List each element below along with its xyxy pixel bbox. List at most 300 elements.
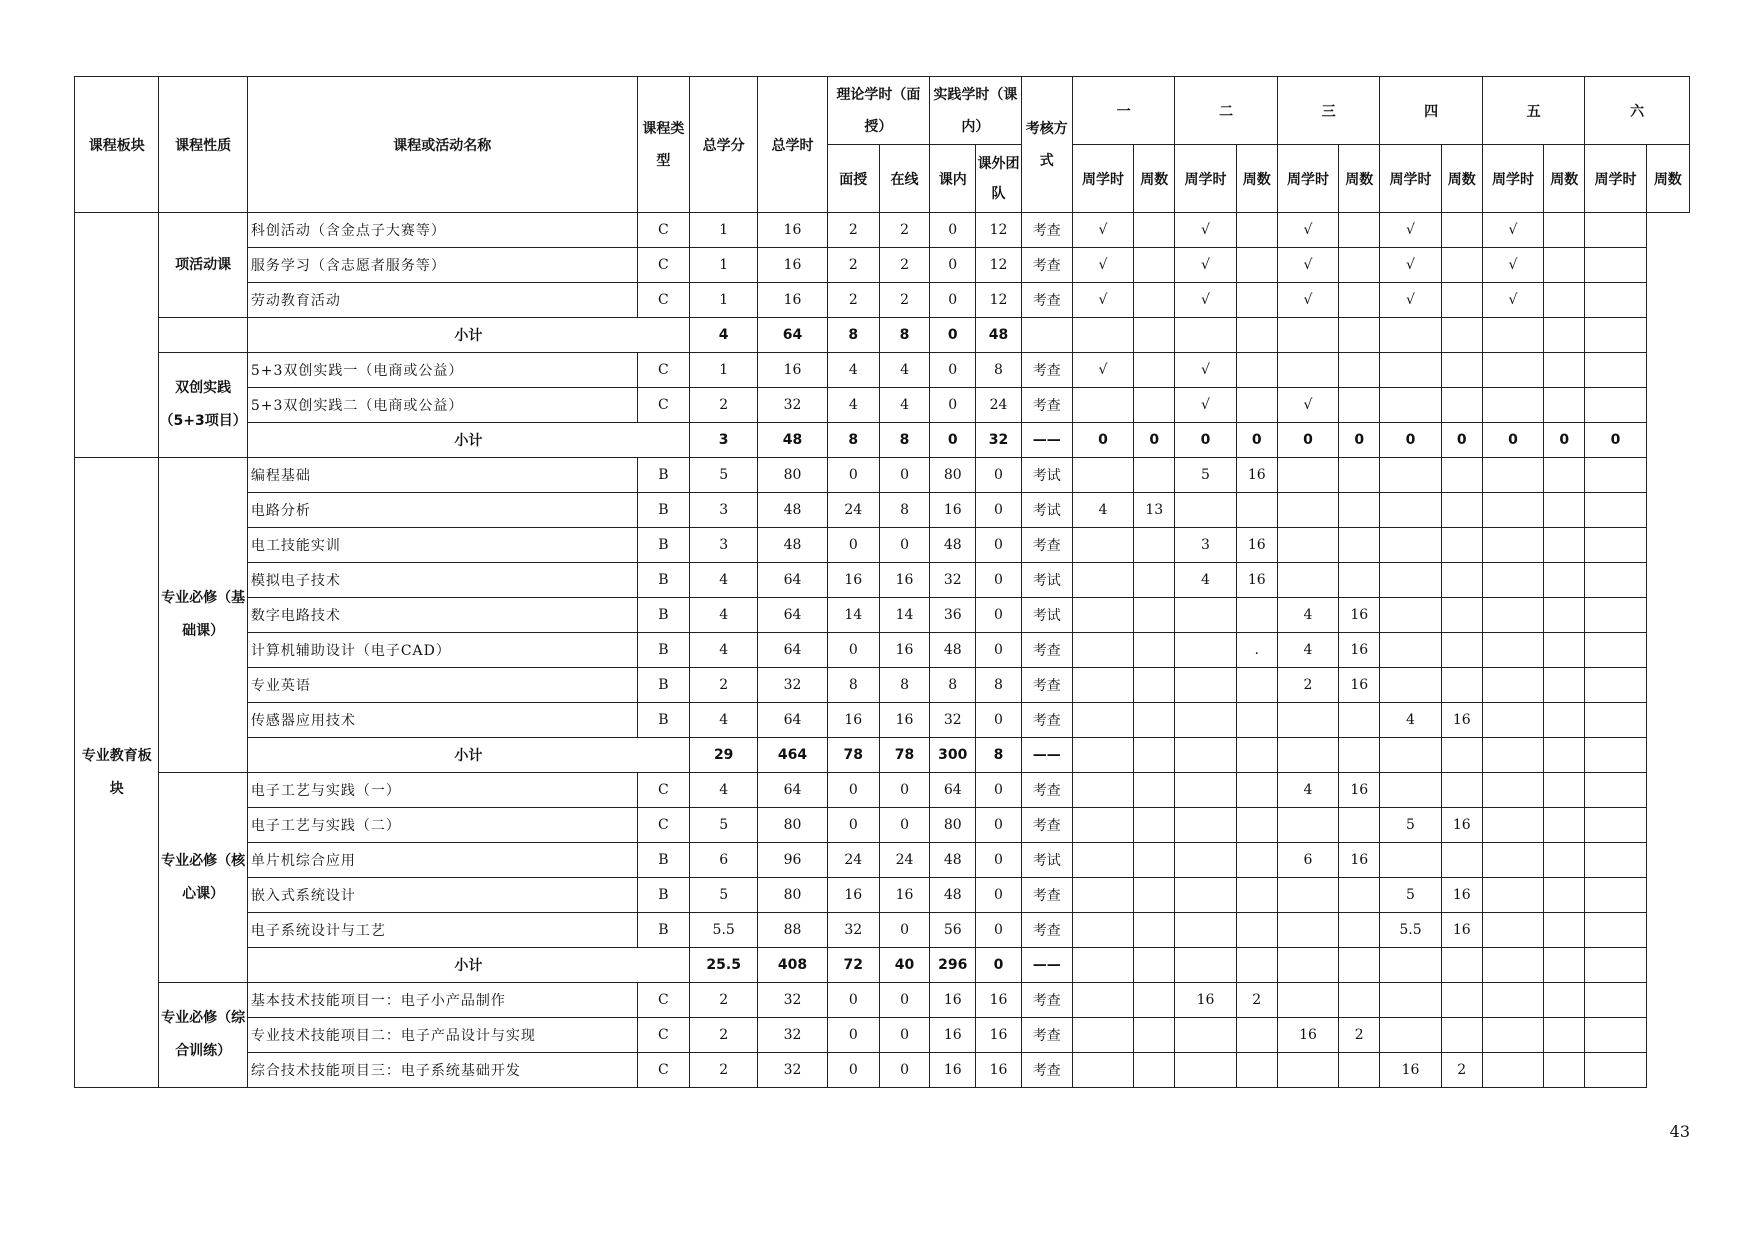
cell: 2	[690, 388, 758, 423]
cell	[1021, 318, 1072, 353]
cell	[1236, 738, 1277, 773]
cell	[1585, 703, 1646, 738]
cell: 0	[827, 633, 879, 668]
cell: 16	[879, 563, 929, 598]
header-weeks: 周数	[1544, 145, 1585, 213]
cell: 13	[1134, 493, 1175, 528]
cell	[1544, 528, 1585, 563]
cell	[1175, 808, 1236, 843]
cell	[1544, 948, 1585, 983]
cell: 5	[690, 458, 758, 493]
cell: 32	[758, 1018, 827, 1053]
cell: 24	[827, 843, 879, 878]
cell: 16	[879, 703, 929, 738]
course-name: 编程基础	[247, 458, 637, 493]
cell	[1072, 633, 1133, 668]
cell	[1277, 563, 1338, 598]
cell: 16	[1277, 1018, 1338, 1053]
cell: .	[1236, 633, 1277, 668]
cell	[1380, 528, 1441, 563]
cell	[1482, 948, 1543, 983]
cell: 2	[690, 983, 758, 1018]
cell: √	[1380, 213, 1441, 248]
table-row	[75, 388, 1690, 423]
cell	[1585, 388, 1646, 423]
cell: 考查	[1021, 808, 1072, 843]
cell: 4	[690, 773, 758, 808]
cell: 48	[930, 633, 976, 668]
cell: 0	[976, 493, 1021, 528]
semester-1: 一	[1072, 77, 1175, 145]
cell: 24	[879, 843, 929, 878]
cell	[1544, 878, 1585, 913]
cell	[1585, 213, 1646, 248]
cell	[1585, 668, 1646, 703]
cell: B	[637, 528, 689, 563]
cell	[1175, 668, 1236, 703]
cell: 0	[879, 1018, 929, 1053]
header-block: 课程板块	[75, 77, 159, 213]
cell: 4	[1277, 633, 1338, 668]
cell	[1072, 668, 1133, 703]
course-name: 劳动教育活动	[247, 283, 637, 318]
cell: 5	[1380, 808, 1441, 843]
cell: 4	[690, 703, 758, 738]
cell: 48	[930, 843, 976, 878]
cell	[1175, 633, 1236, 668]
cell: 0	[879, 913, 929, 948]
cell	[1134, 633, 1175, 668]
cell	[1134, 773, 1175, 808]
cell: 64	[758, 703, 827, 738]
cell: 296	[930, 948, 976, 983]
cell	[1236, 843, 1277, 878]
cell	[1134, 703, 1175, 738]
cell: 8	[879, 423, 929, 458]
cell: 16	[827, 703, 879, 738]
cell: 300	[930, 738, 976, 773]
cell	[1175, 948, 1236, 983]
cell: C	[637, 808, 689, 843]
table-row	[75, 773, 1690, 808]
cell	[1134, 668, 1175, 703]
cell	[1482, 633, 1543, 668]
cell	[1134, 983, 1175, 1018]
cell: √	[1175, 353, 1236, 388]
cell: 408	[758, 948, 827, 983]
cell: 4	[690, 633, 758, 668]
cell: 考试	[1021, 493, 1072, 528]
subtotal-label: 小计	[247, 423, 689, 458]
cell: 16	[758, 248, 827, 283]
cell: 0	[827, 1053, 879, 1088]
cell: √	[1482, 248, 1543, 283]
cell	[1134, 913, 1175, 948]
cell: 64	[758, 773, 827, 808]
cell: 16	[1339, 843, 1380, 878]
cell	[1380, 493, 1441, 528]
cell: 8	[976, 668, 1021, 703]
cell: 32	[758, 1053, 827, 1088]
table-row	[75, 983, 1690, 1018]
cell: 48	[758, 423, 827, 458]
header-type: 课程类型	[637, 77, 689, 213]
cell: 64	[758, 318, 827, 353]
cell: 3	[690, 528, 758, 563]
cell	[1339, 948, 1380, 983]
cell	[1544, 633, 1585, 668]
header-team: 课外团队	[976, 145, 1021, 213]
cell: 4	[1380, 703, 1441, 738]
cell	[1134, 563, 1175, 598]
cell	[1134, 353, 1175, 388]
cell: 16	[879, 633, 929, 668]
cell: 48	[758, 493, 827, 528]
cell: 8	[827, 423, 879, 458]
header-weekly-hours: 周学时	[1380, 145, 1441, 213]
cell: 36	[930, 598, 976, 633]
cell: 80	[930, 808, 976, 843]
cell: ——	[1021, 948, 1072, 983]
cell: √	[1482, 283, 1543, 318]
cell	[1175, 878, 1236, 913]
cell: 32	[976, 423, 1021, 458]
cell: 40	[879, 948, 929, 983]
header-name: 课程或活动名称	[247, 77, 637, 213]
cell: 80	[758, 878, 827, 913]
cell	[1134, 948, 1175, 983]
cell	[1441, 983, 1482, 1018]
cell	[1482, 388, 1543, 423]
cell: 0	[976, 843, 1021, 878]
header-credits: 总学分	[690, 77, 758, 213]
cell	[1544, 738, 1585, 773]
cell	[1585, 353, 1646, 388]
cell: 0	[1072, 423, 1133, 458]
course-name: 专业英语	[247, 668, 637, 703]
table-row	[75, 843, 1690, 878]
cell: 0	[930, 423, 976, 458]
cell	[1134, 388, 1175, 423]
subtotal-row	[75, 738, 1690, 773]
cell	[1277, 1053, 1338, 1088]
cell	[1482, 318, 1543, 353]
header-nature: 课程性质	[159, 77, 247, 213]
cell: 0	[1380, 423, 1441, 458]
cell: B	[637, 703, 689, 738]
course-name: 电子工艺与实践（一）	[247, 773, 637, 808]
cell	[1277, 878, 1338, 913]
cell: 16	[1380, 1053, 1441, 1088]
cell	[1544, 983, 1585, 1018]
cell: 0	[976, 808, 1021, 843]
cell	[1544, 773, 1585, 808]
cell	[1236, 878, 1277, 913]
cell: 0	[827, 458, 879, 493]
subtotal-label: 小计	[247, 318, 689, 353]
cell	[1482, 353, 1543, 388]
cell	[1175, 318, 1236, 353]
cell: 16	[1236, 458, 1277, 493]
cell	[1175, 738, 1236, 773]
cell: 2	[1277, 668, 1338, 703]
cell: 0	[976, 913, 1021, 948]
cell: 0	[1544, 423, 1585, 458]
cell	[1482, 493, 1543, 528]
cell: 80	[758, 808, 827, 843]
cell: √	[1380, 283, 1441, 318]
cell	[1175, 773, 1236, 808]
course-name: 综合技术技能项目三：电子系统基础开发	[247, 1053, 637, 1088]
cell: 16	[879, 878, 929, 913]
cell: 12	[976, 248, 1021, 283]
cell	[1339, 808, 1380, 843]
cell	[1339, 878, 1380, 913]
header-practice: 实践学时（课内）	[930, 77, 1021, 145]
cell: 0	[879, 458, 929, 493]
subtotal-row	[75, 318, 1690, 353]
cell: 0	[879, 808, 929, 843]
cell: 56	[930, 913, 976, 948]
table-row	[75, 668, 1690, 703]
cell: B	[637, 843, 689, 878]
cell: 16	[930, 983, 976, 1018]
cell: 2	[827, 213, 879, 248]
cell: C	[637, 388, 689, 423]
cell	[1441, 598, 1482, 633]
cell: 1	[690, 248, 758, 283]
cell: 5	[1380, 878, 1441, 913]
cell	[1482, 598, 1543, 633]
cell	[1277, 738, 1338, 773]
cell	[1277, 703, 1338, 738]
cell	[1236, 808, 1277, 843]
cell	[1441, 633, 1482, 668]
semester-3: 三	[1277, 77, 1380, 145]
cell: 29	[690, 738, 758, 773]
cell: 考查	[1021, 388, 1072, 423]
cell	[1544, 703, 1585, 738]
cell: 0	[1339, 423, 1380, 458]
cell	[1441, 493, 1482, 528]
cell: 0	[930, 283, 976, 318]
cell: 16	[758, 213, 827, 248]
cell: B	[637, 458, 689, 493]
cell: 16	[1441, 913, 1482, 948]
cell: √	[1072, 213, 1133, 248]
cell	[1339, 213, 1380, 248]
course-name: 专业技术技能项目二：电子产品设计与实现	[247, 1018, 637, 1053]
cell: √	[1482, 213, 1543, 248]
table-row	[75, 213, 1690, 248]
cell: B	[637, 913, 689, 948]
cell	[1175, 1053, 1236, 1088]
cell: 考试	[1021, 458, 1072, 493]
cell: 4	[690, 563, 758, 598]
cell: √	[1072, 248, 1133, 283]
cell	[1339, 738, 1380, 773]
cell: 6	[1277, 843, 1338, 878]
cell	[1380, 948, 1441, 983]
cell	[1441, 563, 1482, 598]
cell: 16	[930, 1053, 976, 1088]
cell: 考查	[1021, 213, 1072, 248]
cell: 0	[879, 528, 929, 563]
cell	[1482, 668, 1543, 703]
cell: √	[1175, 283, 1236, 318]
subtotal-row	[75, 423, 1690, 458]
cell	[1441, 283, 1482, 318]
table-row	[75, 633, 1690, 668]
cell: √	[1072, 283, 1133, 318]
header-in: 课内	[930, 145, 976, 213]
cell: 考查	[1021, 668, 1072, 703]
course-name: 电子系统设计与工艺	[247, 913, 637, 948]
header-weeks: 周数	[1646, 145, 1689, 213]
cell: 4	[690, 318, 758, 353]
cell: C	[637, 1053, 689, 1088]
cell	[1072, 1053, 1133, 1088]
cell: 80	[930, 458, 976, 493]
cell	[1072, 528, 1133, 563]
cell	[1482, 738, 1543, 773]
cell	[1585, 983, 1646, 1018]
cell	[1544, 563, 1585, 598]
cell: 8	[930, 668, 976, 703]
cell	[1544, 493, 1585, 528]
cell: 16	[1339, 773, 1380, 808]
cell: 8	[879, 493, 929, 528]
cell	[1380, 318, 1441, 353]
cell	[1482, 773, 1543, 808]
cell: 32	[930, 563, 976, 598]
cell	[1277, 948, 1338, 983]
cell	[1380, 1018, 1441, 1053]
cell	[1441, 388, 1482, 423]
cell	[1072, 388, 1133, 423]
cell	[1072, 913, 1133, 948]
cell: 2	[690, 1018, 758, 1053]
cell: 0	[1441, 423, 1482, 458]
table-row	[75, 808, 1690, 843]
cell	[1134, 843, 1175, 878]
cell	[1585, 1018, 1646, 1053]
cell: B	[637, 493, 689, 528]
cell: 16	[1441, 878, 1482, 913]
cell: 考查	[1021, 913, 1072, 948]
cell	[1339, 248, 1380, 283]
cell: C	[637, 773, 689, 808]
cell	[1441, 948, 1482, 983]
cell: 考查	[1021, 878, 1072, 913]
cell: 2	[879, 283, 929, 318]
cell	[1236, 318, 1277, 353]
cell	[1441, 528, 1482, 563]
cell: 4	[827, 388, 879, 423]
header-weekly-hours: 周学时	[1585, 145, 1646, 213]
subtotal-label: 小计	[247, 738, 689, 773]
cell	[1236, 948, 1277, 983]
cell: 考查	[1021, 633, 1072, 668]
cell: 464	[758, 738, 827, 773]
course-name: 电子工艺与实践（二）	[247, 808, 637, 843]
cell	[1585, 913, 1646, 948]
cell	[1380, 633, 1441, 668]
header-weekly-hours: 周学时	[1072, 145, 1133, 213]
course-name: 服务学习（含志愿者服务等）	[247, 248, 637, 283]
cell: 2	[1236, 983, 1277, 1018]
table-row	[75, 1018, 1690, 1053]
cell	[1544, 913, 1585, 948]
course-name: 嵌入式系统设计	[247, 878, 637, 913]
cell: B	[637, 878, 689, 913]
cell	[1339, 703, 1380, 738]
cell	[1236, 1018, 1277, 1053]
cell: 72	[827, 948, 879, 983]
course-name: 传感器应用技术	[247, 703, 637, 738]
cell	[1236, 283, 1277, 318]
cell	[1175, 843, 1236, 878]
cell	[1236, 913, 1277, 948]
cell: 考查	[1021, 1053, 1072, 1088]
cell	[1339, 458, 1380, 493]
cell: 考查	[1021, 353, 1072, 388]
cell: C	[637, 283, 689, 318]
cell	[1544, 318, 1585, 353]
cell	[1482, 983, 1543, 1018]
header-weeks: 周数	[1441, 145, 1482, 213]
table-row	[75, 563, 1690, 598]
cell: ——	[1021, 423, 1072, 458]
cell: 16	[1175, 983, 1236, 1018]
cell	[1482, 528, 1543, 563]
cell: √	[1277, 388, 1338, 423]
cell: 考查	[1021, 248, 1072, 283]
cell	[1277, 983, 1338, 1018]
page-number: 43	[1669, 1122, 1690, 1141]
course-name: 5+3双创实践一（电商或公益）	[247, 353, 637, 388]
table-row	[75, 353, 1690, 388]
cell: B	[637, 598, 689, 633]
cell	[1380, 353, 1441, 388]
cell: 64	[758, 598, 827, 633]
cell	[1339, 1053, 1380, 1088]
cell	[1072, 738, 1133, 773]
cell	[1380, 773, 1441, 808]
cell	[1585, 773, 1646, 808]
cell	[1339, 983, 1380, 1018]
cell	[1544, 1053, 1585, 1088]
cell: √	[1380, 248, 1441, 283]
cell: 14	[879, 598, 929, 633]
cell	[1585, 283, 1646, 318]
cell: 0	[930, 248, 976, 283]
cell	[1441, 738, 1482, 773]
semester-5: 五	[1482, 77, 1585, 145]
cell	[1072, 598, 1133, 633]
table-row	[75, 493, 1690, 528]
cell: 0	[976, 703, 1021, 738]
header-online: 在线	[879, 145, 929, 213]
cell: 0	[976, 458, 1021, 493]
cell: 4	[1175, 563, 1236, 598]
cell: 0	[976, 878, 1021, 913]
cell: 88	[758, 913, 827, 948]
table-row	[75, 1053, 1690, 1088]
cell	[1175, 703, 1236, 738]
cell	[1277, 493, 1338, 528]
cell	[1441, 248, 1482, 283]
